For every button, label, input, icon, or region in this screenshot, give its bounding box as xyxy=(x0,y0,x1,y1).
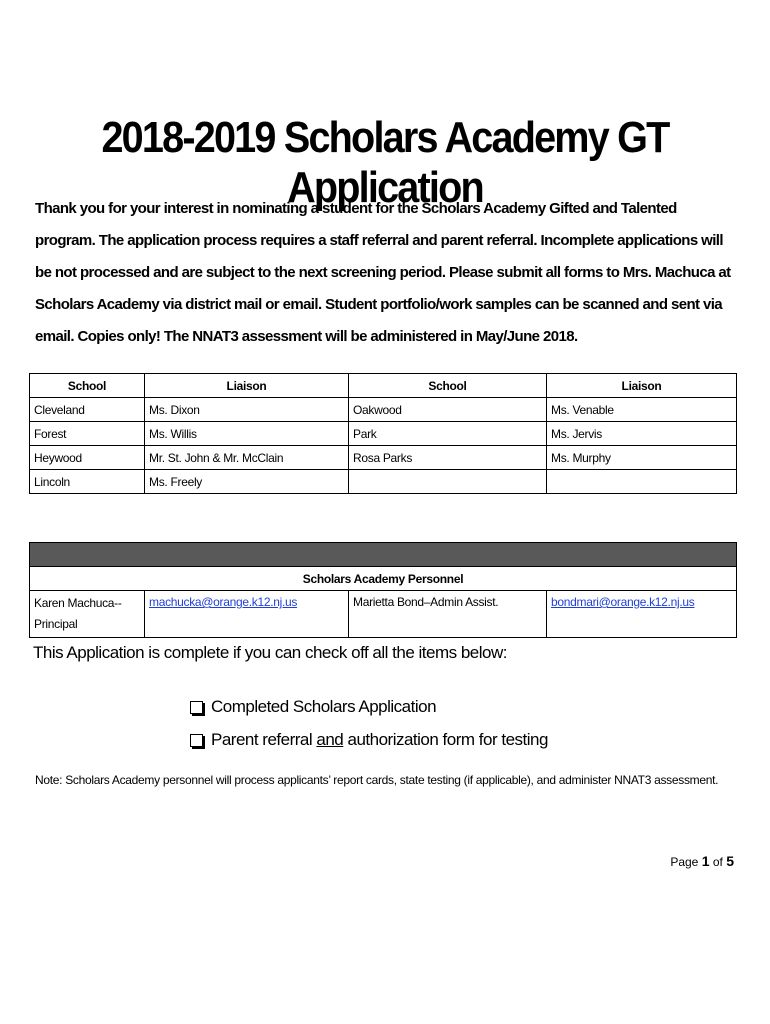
liaison-cell: Mr. St. John & Mr. McClain xyxy=(145,446,349,470)
liaison-cell: Ms. Murphy xyxy=(547,446,737,470)
page-number xyxy=(670,853,734,869)
liaison-cell: Ms. Venable xyxy=(547,398,737,422)
personnel-table xyxy=(29,542,737,638)
personnel-row xyxy=(30,591,737,638)
page-title: 2018-2019 Scholars Academy GT Application xyxy=(101,113,669,212)
label-text: authorization form for testing xyxy=(343,729,548,749)
personnel-band-row xyxy=(30,543,737,567)
liaison-table xyxy=(29,373,737,494)
principal-email-link[interactable]: machucka@orange.k12.nj.us xyxy=(149,595,298,609)
checklist xyxy=(190,690,548,756)
liaison-cell: Ms. Dixon xyxy=(145,398,349,422)
personnel-heading: Scholars Academy Personnel xyxy=(30,567,737,591)
personnel-heading-row xyxy=(30,567,737,591)
header-school: School xyxy=(349,374,547,398)
school-cell: Lincoln xyxy=(30,470,145,494)
school-cell xyxy=(349,470,547,494)
page-current: 1 xyxy=(701,853,710,869)
table-row xyxy=(30,398,737,422)
checkbox-icon[interactable] xyxy=(190,701,203,714)
checkbox-icon[interactable] xyxy=(190,734,203,747)
checklist-item-parent-referral xyxy=(190,723,548,756)
school-cell: Oakwood xyxy=(349,398,547,422)
assistant-email-link[interactable]: bondmari@orange.k12.nj.us xyxy=(551,595,695,609)
header-liaison: Liaison xyxy=(145,374,349,398)
principal-email-cell xyxy=(145,591,349,638)
checklist-item-label: Completed Scholars Application xyxy=(211,696,437,716)
checklist-intro: This Application is complete if you can check off all the items below: xyxy=(33,643,507,662)
page-label: Page xyxy=(670,855,699,869)
header-school: School xyxy=(30,374,145,398)
note-text: Note: Scholars Academy personnel will process applicants’ report cards, state testing (if applicable), and administer NNAT3 assessment. xyxy=(35,773,719,787)
table-header-row xyxy=(30,374,737,398)
label-underlined: and xyxy=(316,729,344,749)
assistant-name: Marietta Bond–Admin Assist. xyxy=(349,591,547,638)
checklist-item-application xyxy=(190,690,548,723)
school-cell: Rosa Parks xyxy=(349,446,547,470)
principal-name: Karen Machuca--Principal xyxy=(30,591,145,638)
header-liaison: Liaison xyxy=(547,374,737,398)
page-total: 5 xyxy=(726,853,734,869)
label-text: Parent referral xyxy=(211,729,317,749)
school-cell: Heywood xyxy=(30,446,145,470)
liaison-cell: Ms. Freely xyxy=(145,470,349,494)
school-cell: Forest xyxy=(30,422,145,446)
header-band xyxy=(30,543,737,567)
intro-paragraph: Thank you for your interest in nominating a student for the Scholars Academy Gifted and Talented program. The application process requires a staff referral and parent referral. Incomplete applications will be not processed and are subject to the next screening period. Please submit all forms to Mrs. Machuca at Scholars Academy via district mail or email. Student portfolio/work samples can be scanned and sent via email. Copies only! The NNAT3 assessment will be administered in May/June 2018. xyxy=(35,200,731,345)
table-row xyxy=(30,470,737,494)
checklist-item-label xyxy=(211,727,548,753)
liaison-cell: Ms. Willis xyxy=(145,422,349,446)
school-cell: Cleveland xyxy=(30,398,145,422)
table-row xyxy=(30,422,737,446)
liaison-cell xyxy=(547,470,737,494)
school-cell: Park xyxy=(349,422,547,446)
assistant-email-cell xyxy=(547,591,737,638)
table-row xyxy=(30,446,737,470)
liaison-cell: Ms. Jervis xyxy=(547,422,737,446)
page-of: of xyxy=(712,855,723,869)
